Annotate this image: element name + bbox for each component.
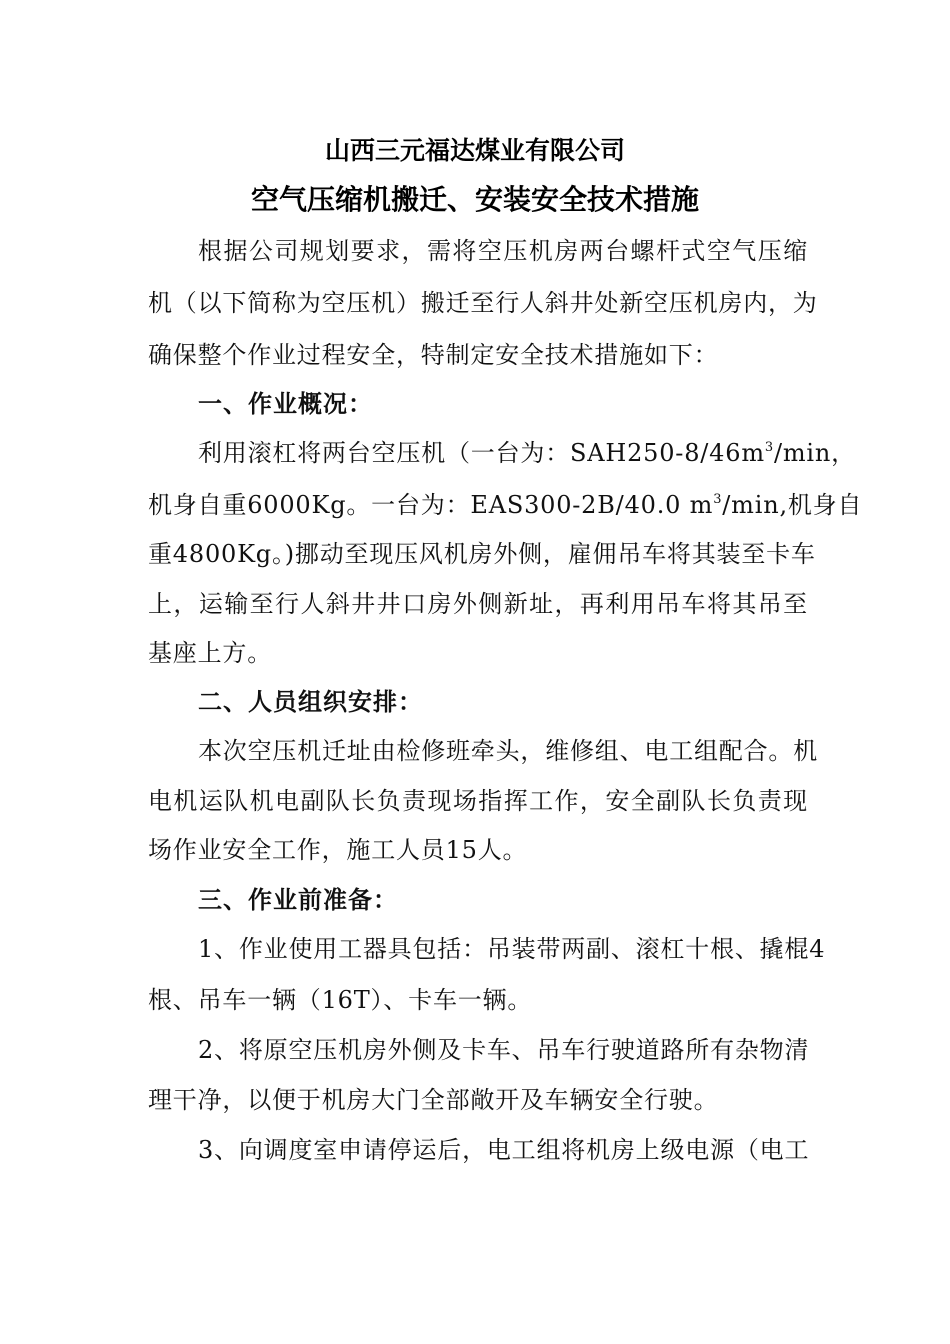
unit-superscript: 3 [713,492,723,507]
section-1-line-3: 重4800Kg。)挪动至现压风机房外侧，雇佣吊车将其装至卡车 [148,540,816,568]
section-1-line-1-tail: /min， [773,439,856,467]
section-1-line-2-tail: /min,机身自 [722,491,863,519]
section-2-line-2: 电机运队机电副队长负责现场指挥工作，安全副队长负责现 [148,787,808,815]
section-3-heading: 三、作业前准备： [198,886,398,914]
section-1-line-1-text: 利用滚杠将两台空压机（一台为：SAH250-8/46m [198,439,765,467]
section-3-item-2-line-1: 2、将原空压机房外侧及卡车、吊车行驶道路所有杂物清 [198,1036,810,1064]
section-1-line-2 [148,488,863,522]
unit-superscript: 3 [764,440,774,455]
section-2-line-1: 本次空压机迁址由检修班牵头，维修组、电工组配合。机 [198,737,818,765]
section-3-item-1-line-2: 根、吊车一辆（16T）、卡车一辆。 [148,986,533,1014]
section-1-line-5: 基座上方。 [148,639,272,667]
section-3-item-3-line-1: 3、向调度室申请停运后，电工组将机房上级电源（电工 [198,1136,810,1164]
intro-line-1: 根据公司规划要求，需将空压机房两台螺杆式空气压缩 [198,237,808,265]
section-1-line-2-text: 机身自重6000Kg。一台为：EAS300-2B/40.0 m [148,491,714,519]
intro-line-2: 机（以下简称为空压机）搬迁至行人斜井处新空压机房内，为 [148,289,818,317]
intro-line-3: 确保整个作业过程安全，特制定安全技术措施如下： [148,341,719,369]
section-2-heading: 二、人员组织安排： [198,688,423,716]
section-2-line-3: 场作业安全工作，施工人员15人。 [148,836,528,864]
section-1-line-1 [198,436,858,470]
company-name: 山西三元福达煤业有限公司 [324,136,625,165]
section-3-item-1-line-1: 1、作业使用工器具包括：吊装带两副、滚杠十根、撬棍4 [198,935,826,963]
section-3-item-2-line-2: 理干净，以便于机房大门全部敞开及车辆安全行驶。 [148,1086,719,1114]
section-1-heading: 一、作业概况： [198,390,373,418]
document-title: 空气压缩机搬迁、安装安全技术措施 [250,183,699,216]
section-1-line-4: 上，运输至行人斜井井口房外侧新址，再利用吊车将其吊至 [148,590,808,618]
